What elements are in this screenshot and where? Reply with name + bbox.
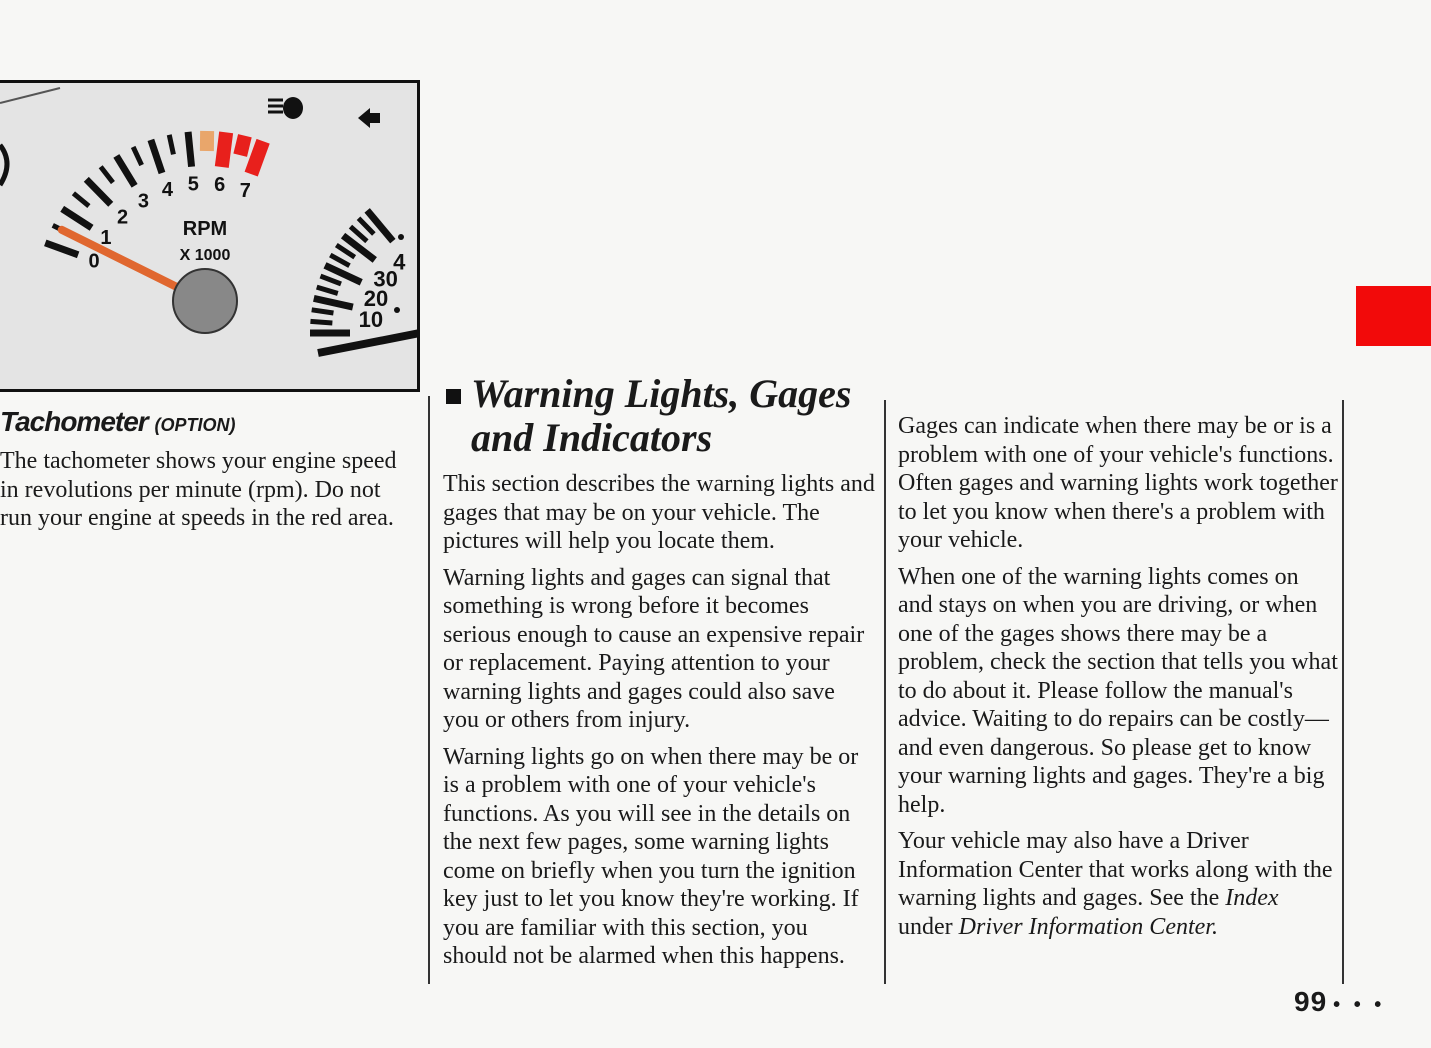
tachometer-tick-label: 7 [239,180,251,203]
tachometer-heading [0,404,415,443]
speedometer-tick-label: 30 [373,266,398,292]
page-number-dots: • • • [1333,994,1386,1016]
index-reference: Index [1225,885,1279,911]
tachometer-tick [188,132,191,167]
tachometer-tick-label: 3 [137,190,150,213]
tachometer-tick-label: 2 [117,206,129,229]
speedometer-dot [398,234,404,240]
speedometer-tick-label: 20 [363,285,389,311]
paragraph: Gages can indicate when there may be or is a problem with one of your vehicle's functions. Often gages and warning lights work together to let you know when there's a problem with your vehicle. [898,413,1338,553]
warning-lights-heading [443,372,875,460]
tachometer-rpm-label: RPM [182,218,228,240]
paragraph [898,827,1338,941]
under-text: under [898,913,953,940]
tachometer-tick [222,132,226,167]
tachometer-tick-label: 4 [161,179,173,202]
paragraph: This section describes the warning lights and gages that may be on your vehicle. The pictures will help you locate them. [443,471,875,554]
driver-information-center-reference: Driver Information Center. [958,913,1218,940]
paragraph: When one of the warning lights comes on and stays on when you are driving, or when one of the gages shows there may be a problem, check the section that tells you what to do about it. Please follow the manual's advice. Waiting to do repairs can be costly—and even dangerous. So please get to know your warning lights and gages. They're a big help. [898,563,1338,818]
warning-lights-heading-line2: and Indicators [471,415,713,460]
speedometer-tick [310,321,332,323]
tachometer-tick-label: 6 [214,173,226,196]
speedometer-dot [394,307,400,313]
tachometer-tick-label: 1 [100,226,112,249]
paragraph: Warning lights and gages can signal that something is wrong before it becomes serious enough to cause an expensive repair or replacement. Paying attention to your warning lights and gages could also save you or others from injury. [443,564,865,733]
instrument-cluster-illustration [0,80,420,392]
tachometer-description: The tachometer shows your engine speed in revolutions per minute (rpm). Do not run your engine at speeds in the red area. [0,448,397,531]
page-number [1294,986,1385,1018]
tachometer-scale-label: X 1000 [179,247,231,264]
tachometer-hub [173,269,237,333]
tachometer-heading-option: (OPTION) [154,415,236,435]
warning-lights-section [443,372,875,979]
column-divider [884,400,886,984]
driver-info-text: Your vehicle may also have a Driver Information Center that works along with the warning lights and gages. See the [898,828,1333,911]
speedometer-tick-label: 10 [358,306,384,332]
column-divider [1342,400,1344,984]
instrument-cluster-drawing [0,83,420,392]
gages-section [898,412,1338,949]
tachometer-tick [240,136,245,155]
tachometer-tick-label: 0 [88,250,100,273]
heading-bullet-icon [446,389,461,404]
speedometer-tick [312,310,334,313]
column-divider [428,396,430,984]
section-tab-marker [1356,286,1431,346]
warning-lights-heading-line1: Warning Lights, Gages [471,371,852,416]
page-number-value: 99 [1294,986,1328,1017]
tachometer-section [0,404,415,541]
paragraph: Warning lights go on when there may be or is a problem with one of your vehicle's functions. As you will see in the details on the next few pages, some warning lights come on briefly when you turn the ignition key just to let you know they're working. If you are familiar with this section, you should not be alarmed when this happens. [443,743,859,969]
speedometer-tick-label: 4 [393,249,406,275]
tachometer-heading-text: Tachometer [0,406,148,437]
tachometer-tick-label: 5 [187,173,199,196]
